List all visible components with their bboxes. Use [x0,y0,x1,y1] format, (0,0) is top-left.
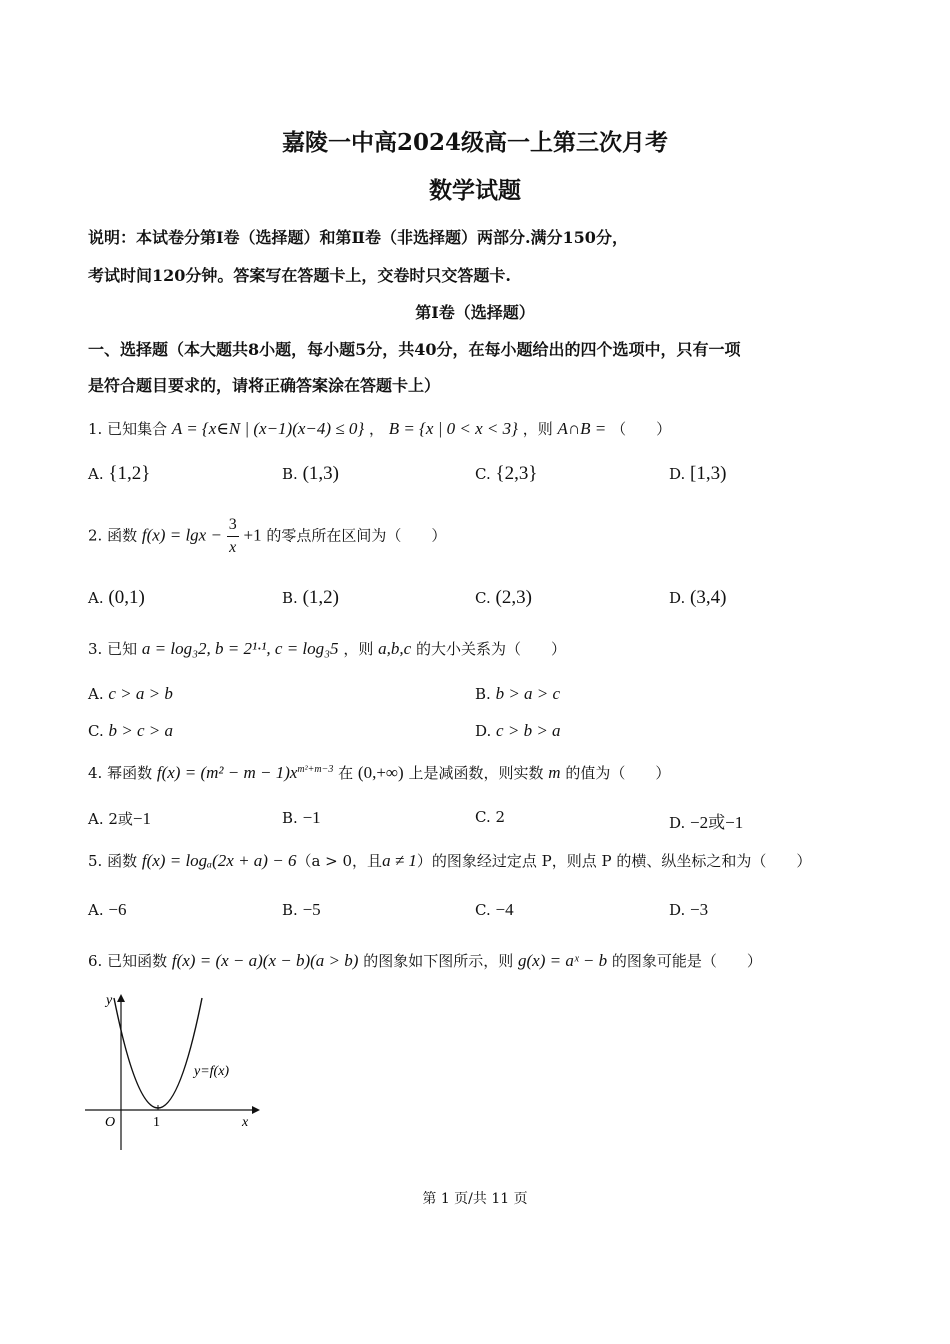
q2-fraction [227,514,239,559]
q2-option-a-label: A. [88,589,104,607]
q2-suffix: 的零点所在区间为（ ） [266,526,447,545]
q5-condition-3: a ≠ 1 [382,851,417,870]
q2-lhs: f(x) = lgx − [141,525,222,545]
q1-answer-paren: （ ） [611,420,672,438]
part1-instruction-line-2: 是符合题目要求的，请将正确答案涂在答题卡上） [88,376,441,395]
graph-y-arrow [117,994,125,1002]
section-title: 第Ⅰ卷（选择题） [415,303,535,322]
q1-option-c[interactable] [475,463,538,485]
q2-option-b-value: (1,2) [302,587,339,608]
q6-mid: 的图象如下图所示，则 [363,952,514,970]
q2-option-a[interactable] [88,587,145,609]
q1-option-b-label: B. [282,465,298,483]
q3-option-c-label: C. [88,722,104,740]
q4-option-a[interactable] [88,808,151,829]
q3-option-c-value: b > c > a [108,721,173,740]
q4-option-c[interactable] [475,808,505,826]
q4-interval: (0,+∞) [357,763,404,782]
q6-function-graph [80,990,270,1155]
q5-expression: f(x) = logₐ(2x + a) − 6 [141,851,297,870]
q1-comma: ， [368,420,384,438]
question-6 [88,950,762,971]
q5-option-a-label: A. [88,901,104,919]
q3-expression: a = log₃2, b = 2¹·¹, c = log₃5 [141,639,339,658]
exam-title: 嘉陵一中高2024级高一上第三次月考 [281,129,668,156]
q3-option-b-label: B. [475,685,491,703]
q5-prefix: 5. 函数 [88,852,138,870]
instructions-line-2: 考试时间120分钟。答案写在答题卡上，交卷时只交答题卡. [88,266,511,285]
q5-option-d[interactable] [669,900,708,920]
q1-option-a-value: {1,2} [108,463,151,484]
q5-suffix: ）的图象经过定点 P，则点 P 的横、纵坐标之和为（ ） [416,852,812,870]
q5-option-b[interactable] [282,900,321,920]
q4-suffix: 上是减函数，则实数 [408,764,544,782]
q4-option-b[interactable] [282,808,321,828]
q6-expression: f(x) = (x − a)(x − b)(a > b) [171,951,359,970]
q5-option-b-value: −5 [302,900,321,919]
q4-var: m [548,763,561,782]
q1-set-a: A = {x∈N | (x−1)(x−4) ≤ 0} [171,419,365,438]
q6-expression-2: g(x) = aˣ − b [518,951,608,970]
q1-option-c-value: {2,3} [495,463,538,484]
q3-option-a-label: A. [88,685,104,703]
q4-prefix: 4. 幂函数 [88,764,153,782]
q1-set-b: B = {x | 0 < x < 3} [388,419,518,438]
q2-option-c-value: (2,3) [495,587,532,608]
q3-option-c[interactable] [88,721,173,741]
q1-option-b[interactable] [282,463,339,485]
q3-option-a[interactable] [88,684,173,704]
q5-option-a-value: −6 [108,900,127,919]
q4-option-d-value-2: −1 [725,813,744,832]
q4-option-a-label: A. 2或 [88,810,133,828]
graph-y-label: y [106,993,113,1008]
q2-option-d[interactable] [669,587,726,609]
q1-option-d-value: [1,3) [690,463,727,484]
graph-parabola [114,998,202,1108]
graph-tick-label: 1 [153,1115,160,1130]
graph-x-label: x [242,1115,249,1130]
q4-mid: 在 [338,764,354,782]
graph-x-arrow [252,1106,260,1114]
q4-option-d-label: D. [669,814,686,832]
q2-option-d-value: (3,4) [690,587,727,608]
q1-expression: A∩B = [557,419,607,438]
q6-prefix: 6. 已知函数 [88,952,168,970]
q1-option-a-label: A. [88,465,104,483]
page-number: 第 1 页/共 11 页 [422,1191,528,1207]
q4-option-b-value: −1 [302,808,321,827]
q4-expression: f(x) = (m² − m − 1)x [156,763,298,782]
part1-instruction-line-1: 一、选择题（本大题共8小题，每小题5分，共40分，在每小题给出的四个选项中，只有一项 [88,340,741,359]
q4-option-c-label: C. 2 [475,808,506,826]
q2-option-b[interactable] [282,587,339,609]
q2-option-a-value: (0,1) [108,587,145,608]
q3-option-b-value: b > a > c [495,684,561,703]
q5-option-a[interactable] [88,900,126,920]
q5-option-c-label: C. [475,901,491,919]
question-5 [88,850,811,871]
q4-exponent: m²+m−3 [297,764,334,775]
q1-mid: ，则 [522,420,553,438]
q2-fraction-denominator: x [229,539,237,556]
graph-origin-label: O [105,1115,116,1130]
q1-prefix: 1. 已知集合 [88,420,168,438]
q3-option-b[interactable] [475,684,560,704]
q2-option-b-label: B. [282,589,298,607]
q5-option-c[interactable] [475,900,514,920]
q3-prefix: 3. 已知 [88,640,138,658]
question-4 [88,762,670,783]
q3-suffix: 的大小关系为（ ） [415,640,566,658]
q3-option-d[interactable] [475,721,561,741]
q1-option-d-label: D. [669,465,686,483]
q2-prefix: 2. 函数 [88,526,138,545]
q1-option-a[interactable] [88,463,150,485]
question-2 [88,514,446,559]
q3-option-a-value: c > a > b [108,684,173,703]
q2-option-d-label: D. [669,589,686,607]
q5-condition-2: ，且 [352,852,383,870]
q4-end: 的值为（ ） [565,764,671,782]
q5-option-c-value: −4 [495,900,514,919]
exam-subtitle: 数学试题 [429,177,521,204]
q1-option-c-label: C. [475,465,491,483]
q4-option-a-value: −1 [132,809,152,828]
question-1 [88,418,671,439]
graph-curve-label: y=f(x) [194,1064,230,1079]
q4-option-d-value-1: −2或 [690,813,726,832]
q1-option-b-value: (1,3) [302,463,339,484]
q5-option-d-value: −3 [690,900,709,919]
q5-condition-1: （a > 0 [296,852,353,870]
q3-option-d-value: c > b > a [496,721,561,740]
q4-option-d[interactable] [669,808,743,833]
q3-option-d-label: D. [475,722,492,740]
q4-option-b-label: B. [282,809,298,827]
q6-suffix: 的图象可能是（ ） [611,952,762,970]
question-3 [88,638,566,659]
q1-option-d[interactable] [669,463,726,485]
q2-fraction-numerator: 3 [227,514,239,537]
q3-mid: ，则 [343,640,374,658]
instructions-line-1: 说明：本试卷分第Ⅰ卷（选择题）和第Ⅱ卷（非选择题）两部分.满分150分， [88,228,628,247]
q2-option-c-label: C. [475,589,491,607]
q5-option-b-label: B. [282,901,298,919]
q2-option-c[interactable] [475,587,532,609]
q2-rhs: +1 [243,525,262,545]
q3-vars: a,b,c [378,639,412,658]
q5-option-d-label: D. [669,901,686,919]
